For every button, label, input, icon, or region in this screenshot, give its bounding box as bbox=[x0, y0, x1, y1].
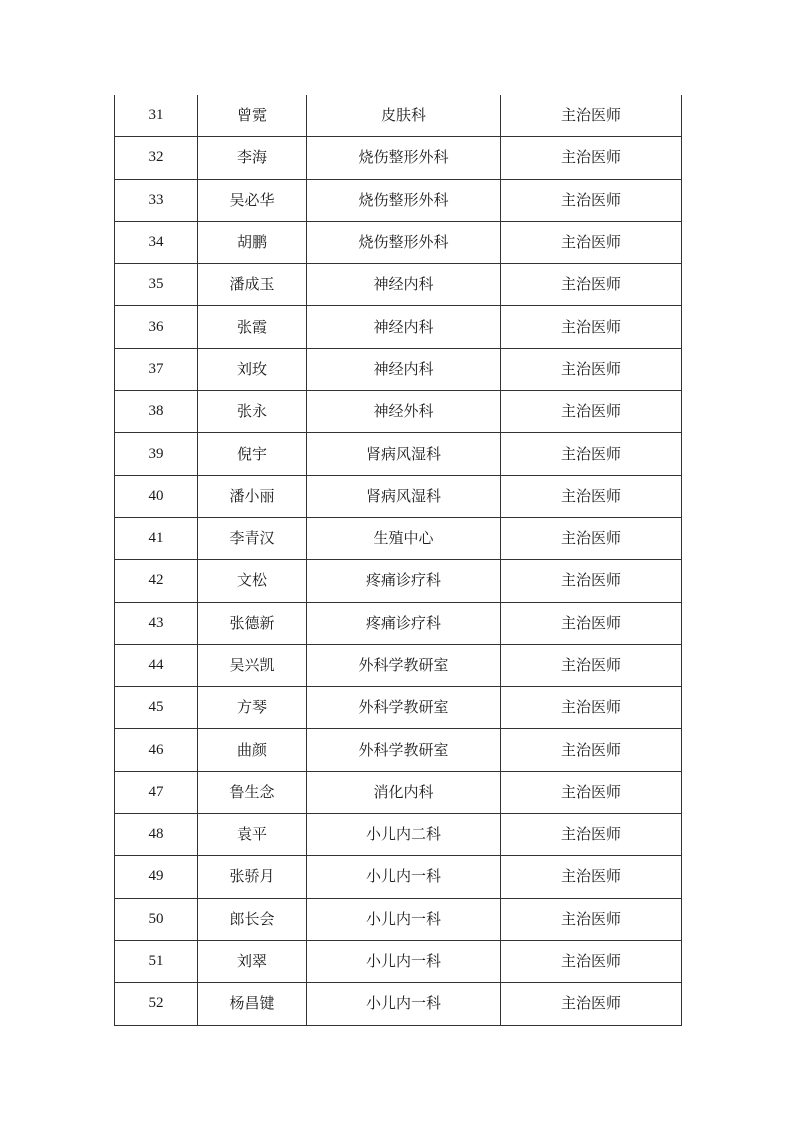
title-cell: 主治医师 bbox=[501, 729, 682, 771]
table-row bbox=[115, 475, 682, 517]
row-number-cell: 45 bbox=[115, 687, 198, 729]
title-cell: 主治医师 bbox=[501, 391, 682, 433]
row-number-cell: 39 bbox=[115, 433, 198, 475]
department-cell: 生殖中心 bbox=[307, 517, 501, 559]
title-cell: 主治医师 bbox=[501, 137, 682, 179]
table-row bbox=[115, 517, 682, 559]
department-cell: 疼痛诊疗科 bbox=[307, 560, 501, 602]
row-number-cell: 33 bbox=[115, 179, 198, 221]
title-cell: 主治医师 bbox=[501, 433, 682, 475]
department-cell: 外科学教研室 bbox=[307, 729, 501, 771]
name-cell: 郎长会 bbox=[198, 898, 307, 940]
title-cell: 主治医师 bbox=[501, 644, 682, 686]
title-cell: 主治医师 bbox=[501, 898, 682, 940]
department-cell: 烧伤整形外科 bbox=[307, 179, 501, 221]
table-row bbox=[115, 95, 682, 137]
department-cell: 小儿内一科 bbox=[307, 856, 501, 898]
table-row bbox=[115, 602, 682, 644]
table-row bbox=[115, 560, 682, 602]
department-cell: 小儿内一科 bbox=[307, 983, 501, 1025]
row-number-cell: 48 bbox=[115, 814, 198, 856]
name-cell: 吴兴凯 bbox=[198, 644, 307, 686]
row-number-cell: 46 bbox=[115, 729, 198, 771]
table-row bbox=[115, 940, 682, 982]
name-cell: 文松 bbox=[198, 560, 307, 602]
table-row bbox=[115, 433, 682, 475]
title-cell: 主治医师 bbox=[501, 856, 682, 898]
title-cell: 主治医师 bbox=[501, 348, 682, 390]
physician-table bbox=[114, 95, 682, 1026]
name-cell: 张永 bbox=[198, 391, 307, 433]
title-cell: 主治医师 bbox=[501, 940, 682, 982]
name-cell: 曾霓 bbox=[198, 95, 307, 137]
row-number-cell: 38 bbox=[115, 391, 198, 433]
name-cell: 张霞 bbox=[198, 306, 307, 348]
table-row bbox=[115, 814, 682, 856]
name-cell: 曲颜 bbox=[198, 729, 307, 771]
department-cell: 肾病风湿科 bbox=[307, 433, 501, 475]
title-cell: 主治医师 bbox=[501, 95, 682, 137]
row-number-cell: 37 bbox=[115, 348, 198, 390]
name-cell: 李青汉 bbox=[198, 517, 307, 559]
table-row bbox=[115, 771, 682, 813]
row-number-cell: 36 bbox=[115, 306, 198, 348]
department-cell: 小儿内一科 bbox=[307, 898, 501, 940]
table-row bbox=[115, 264, 682, 306]
table-row bbox=[115, 179, 682, 221]
name-cell: 胡鹏 bbox=[198, 221, 307, 263]
title-cell: 主治医师 bbox=[501, 814, 682, 856]
row-number-cell: 50 bbox=[115, 898, 198, 940]
department-cell: 神经内科 bbox=[307, 306, 501, 348]
table-row bbox=[115, 348, 682, 390]
physician-table-body bbox=[115, 95, 682, 1025]
name-cell: 潘小丽 bbox=[198, 475, 307, 517]
title-cell: 主治医师 bbox=[501, 179, 682, 221]
name-cell: 刘翠 bbox=[198, 940, 307, 982]
row-number-cell: 51 bbox=[115, 940, 198, 982]
department-cell: 外科学教研室 bbox=[307, 644, 501, 686]
table-row bbox=[115, 856, 682, 898]
department-cell: 神经内科 bbox=[307, 264, 501, 306]
department-cell: 神经外科 bbox=[307, 391, 501, 433]
title-cell: 主治医师 bbox=[501, 602, 682, 644]
name-cell: 袁平 bbox=[198, 814, 307, 856]
name-cell: 刘玫 bbox=[198, 348, 307, 390]
title-cell: 主治医师 bbox=[501, 475, 682, 517]
name-cell: 倪宇 bbox=[198, 433, 307, 475]
title-cell: 主治医师 bbox=[501, 264, 682, 306]
department-cell: 疼痛诊疗科 bbox=[307, 602, 501, 644]
name-cell: 张德新 bbox=[198, 602, 307, 644]
row-number-cell: 35 bbox=[115, 264, 198, 306]
row-number-cell: 47 bbox=[115, 771, 198, 813]
row-number-cell: 31 bbox=[115, 95, 198, 137]
department-cell: 烧伤整形外科 bbox=[307, 221, 501, 263]
table-row bbox=[115, 687, 682, 729]
row-number-cell: 52 bbox=[115, 983, 198, 1025]
name-cell: 杨昌键 bbox=[198, 983, 307, 1025]
department-cell: 烧伤整形外科 bbox=[307, 137, 501, 179]
name-cell: 鲁生念 bbox=[198, 771, 307, 813]
table-row bbox=[115, 221, 682, 263]
title-cell: 主治医师 bbox=[501, 983, 682, 1025]
department-cell: 神经内科 bbox=[307, 348, 501, 390]
name-cell: 潘成玉 bbox=[198, 264, 307, 306]
table-row bbox=[115, 898, 682, 940]
name-cell: 李海 bbox=[198, 137, 307, 179]
title-cell: 主治医师 bbox=[501, 306, 682, 348]
row-number-cell: 40 bbox=[115, 475, 198, 517]
table-row bbox=[115, 983, 682, 1025]
department-cell: 小儿内二科 bbox=[307, 814, 501, 856]
department-cell: 小儿内一科 bbox=[307, 940, 501, 982]
table-row bbox=[115, 644, 682, 686]
name-cell: 吴必华 bbox=[198, 179, 307, 221]
title-cell: 主治医师 bbox=[501, 687, 682, 729]
department-cell: 皮肤科 bbox=[307, 95, 501, 137]
row-number-cell: 44 bbox=[115, 644, 198, 686]
table-row bbox=[115, 729, 682, 771]
row-number-cell: 41 bbox=[115, 517, 198, 559]
title-cell: 主治医师 bbox=[501, 771, 682, 813]
row-number-cell: 32 bbox=[115, 137, 198, 179]
table-row bbox=[115, 306, 682, 348]
row-number-cell: 42 bbox=[115, 560, 198, 602]
name-cell: 张骄月 bbox=[198, 856, 307, 898]
department-cell: 消化内科 bbox=[307, 771, 501, 813]
title-cell: 主治医师 bbox=[501, 560, 682, 602]
row-number-cell: 49 bbox=[115, 856, 198, 898]
row-number-cell: 43 bbox=[115, 602, 198, 644]
row-number-cell: 34 bbox=[115, 221, 198, 263]
table-row bbox=[115, 391, 682, 433]
name-cell: 方琴 bbox=[198, 687, 307, 729]
table-row bbox=[115, 137, 682, 179]
department-cell: 外科学教研室 bbox=[307, 687, 501, 729]
title-cell: 主治医师 bbox=[501, 221, 682, 263]
department-cell: 肾病风湿科 bbox=[307, 475, 501, 517]
title-cell: 主治医师 bbox=[501, 517, 682, 559]
